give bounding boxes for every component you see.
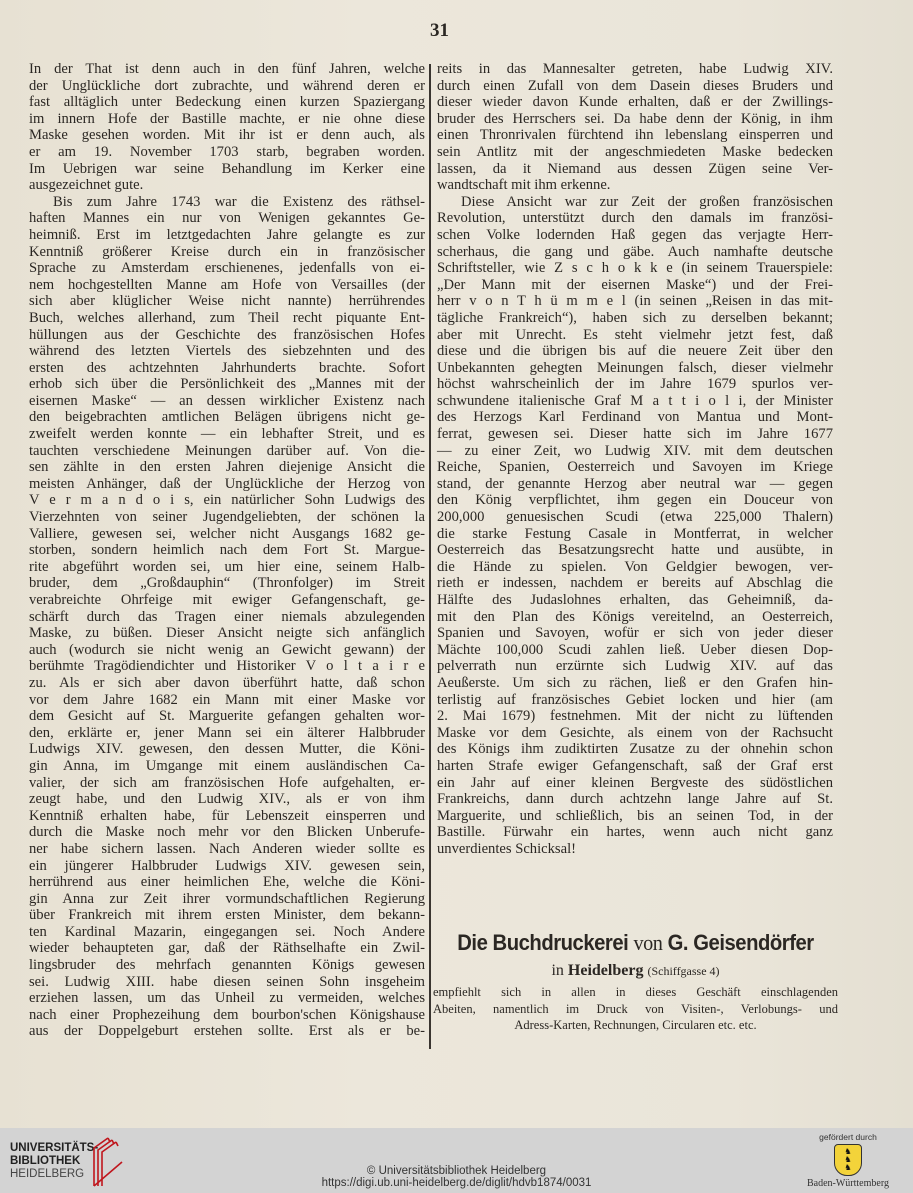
- text-line: Kenntniß erhalten habe, für Lebenszeit einsperren und: [29, 807, 425, 824]
- text-line: den König verpflichtet, ihm gegen ein Douceur von: [437, 492, 833, 509]
- text-line: nem hochgestellten Manne am Hofe von Versailles (der: [29, 276, 425, 293]
- text-line: durch einen Zufall von dem Dasein dieses Bruders und: [437, 77, 833, 94]
- text-line: schwundene italienische Graf M a t t i o l i, der Minister: [437, 392, 833, 409]
- text-line: 2. Mai 1679) festnehmen. Mit der nicht zu lüftenden: [437, 708, 833, 725]
- text-line: des Königs ihm zudiktirten Zusatze zu der ohnehin schon: [437, 741, 833, 758]
- text-line: Unbekannten gehegten Meinungen falsch, dieser vielmehr: [437, 359, 833, 376]
- text-line: über Frankreich mit ihrem ersten Minister, dem bekann-: [29, 907, 425, 924]
- text-line: Sprache zu Amsterdam erschienenes, jedenfalls von ei-: [29, 260, 425, 277]
- text-line: schen Volke lodernden Haß gegen das verjagte Herr-: [437, 226, 833, 243]
- text-line: herrührend aus einer heimlichen Ehe, welche die Köni-: [29, 874, 425, 891]
- text-line: Hälfte des Judaslohnes erhalten, das Geheimniß, da-: [437, 592, 833, 608]
- text-line: heimniß. Erst im letztgedachten Jahre gelangte es zur: [29, 226, 425, 243]
- text-line: Maske gesehen worden. Mit ihr ist er denn auch, als: [29, 127, 425, 144]
- text-line: ten Kardinal Mazarin, eingegangen sei. Noch Andere: [29, 923, 425, 940]
- text-line: ein Jahr auf einer kleinen Bergveste des südöstlichen: [437, 774, 833, 791]
- text-line: Diese Ansicht war zur Zeit der großen französischen: [461, 193, 833, 210]
- text-line: einen Thronrivalen fürchtend ihn lebenslang einsperren und: [437, 127, 833, 144]
- text-line: mit den Plan des Königs vereitelnd, an Oesterreich,: [437, 608, 833, 625]
- ad-title: [449, 930, 822, 956]
- text-line: auch (wodurch sie nicht wenig an Gewicht gewann) der: [29, 641, 425, 658]
- text-line: dem Gesicht auf St. Marguerite gefangen gehalten wor-: [29, 708, 425, 725]
- text-line: 200,000 genuesischen Scudi (etwa 225,000 Thalern): [437, 509, 833, 526]
- text-line: Bastille. Fürwahr ein hartes, wenn auch nicht ganz: [437, 824, 833, 841]
- ad-body-line: empfiehlt sich in allen in dieses Geschäft einschlagenden: [433, 985, 838, 999]
- text-line: storben, sondern heimlich nach dem Fort St. Margue-: [29, 542, 425, 559]
- text-line: bruder, dem „Großdauphin“ (Thronfolger) im Streit: [29, 575, 425, 592]
- text-line: ner habe sichern lassen. Nach Anderen wieder sollte es: [29, 840, 425, 857]
- text-line: erhob sich über die Persönlichkeit des „Mannes mit der: [29, 376, 425, 393]
- text-line: verabreichte Ohrfeige mit ewiger Gefangenschaft, ge-: [29, 592, 425, 608]
- text-line: Aeußerste. Um sich zu rächen, ließ er den Grafen hin-: [437, 674, 833, 691]
- ad-body-line: Adress-Karten, Rechnungen, Circularen etc. etc.: [514, 1018, 757, 1032]
- page-number: 31: [430, 20, 449, 41]
- text-line: Reiche, Spanien, Oesterreich und Savoyen im Kriege: [437, 459, 833, 476]
- text-line: Mächte 100,000 Scudi zahlen ließ. Ueber diesen Dop-: [437, 641, 833, 658]
- library-name-line1: UNIVERSITÄTS-: [10, 1142, 99, 1154]
- text-line: wandtschaft mit ihm erkenne.: [437, 177, 611, 194]
- copyright-notice: [0, 1165, 913, 1189]
- text-line: der Unglückliche dort zubrachte, und während deren er: [29, 77, 425, 94]
- text-line: stand, der genannte Herzog aber neutral war — gegen: [437, 475, 833, 492]
- text-line: hüllungen aus der Geschichte des französischen Hofes: [29, 326, 425, 343]
- text-line: sein Antlitz mit der angeschmiedeten Maske bedecken: [437, 143, 833, 160]
- text-line: erziehen lassen, um das Unheil zu vermeiden, welches: [29, 990, 425, 1007]
- text-line: Vierzehnten von seiner Jugendgeliebten, der schönen la: [29, 509, 425, 526]
- text-line: Revolution, unterstützt durch den damals im französi-: [437, 210, 833, 227]
- ad-title-part1: Die Buchdruckerei: [457, 930, 629, 955]
- ad-location: [433, 962, 838, 980]
- text-line: zu. Als er sich aber davon überführt hatte, daß schon: [29, 674, 425, 691]
- text-line: sei. Ludwig XIII. habe diesen seinen Sohn insgeheim: [29, 973, 425, 990]
- ad-address: (Schiffgasse 4): [647, 964, 720, 978]
- text-line: die starke Festung Casale in Montferrat, in welcher: [437, 525, 833, 542]
- text-line: berühmte Tragödiendichter und Historiker V o l t a i r e: [29, 658, 425, 675]
- text-line: Maske vor dem Gesichte, als einem von der Rachsucht: [437, 724, 833, 741]
- column-divider: [429, 64, 431, 1049]
- footer-bar: [0, 1128, 913, 1193]
- ad-title-von: von: [633, 930, 663, 955]
- text-line: Bis zum Jahre 1743 war die Existenz des räthsel-: [53, 193, 425, 210]
- ad-location-city: Heidelberg: [567, 962, 644, 979]
- text-line: die Hände zu spielen. Von Geldgier bewogen, ver-: [437, 558, 833, 575]
- ad-title-part2: G. Geisendörfer: [667, 930, 814, 955]
- text-line: Valliere, gewesen sei, welcher nicht Ausgangs 1682 ge-: [29, 525, 425, 542]
- funder-logo: [793, 1132, 903, 1189]
- library-name-line2: BIBLIOTHEK: [10, 1155, 81, 1167]
- text-line: durch die Maske noch mehr vor den Blicken Unberufe-: [29, 824, 425, 841]
- text-line: fast alltäglich unter Bedeckung einen kurzen Spaziergang: [29, 94, 425, 111]
- text-line: reits in das Mannesalter getreten, habe Ludwig XIV.: [437, 61, 833, 77]
- ad-body-line: Abeiten, namentlich im Druck von Visiten-, Verlobungs- und: [433, 1001, 838, 1016]
- text-line: Marguerite, und schließlich, bis an seinen Tod, in der: [437, 807, 833, 824]
- text-line: höchst wahrscheinlich der im Jahre 1679 spurlos ver-: [437, 376, 833, 393]
- text-line: ein jüngerer Halbbruder Ludwigs XIV. gewesen sein,: [29, 857, 425, 874]
- right-text-column: [437, 61, 833, 858]
- text-line: ersten des achtzehnten Jahrhunderts brachte. Sofort: [29, 359, 425, 376]
- text-line: zweifelt werden konnte — ein lebhafter Streit, und es: [29, 426, 425, 443]
- text-line: harten Strafe ewiger Gefangenschaft, saß der Graf erst: [437, 757, 833, 774]
- text-line: herr v o n T h ü m m e l (in seinen „Reisen in das mit-: [437, 293, 833, 310]
- ad-location-prefix: in: [551, 962, 564, 979]
- text-line: unverdientes Schicksal!: [437, 840, 577, 857]
- text-line: eisernen Maske“ — an dessen wirklicher Existenz nach: [29, 392, 425, 409]
- text-line: Kenntniß größerer Kreise durch ein in französischer: [29, 243, 425, 260]
- text-line: aus der Doppelgeburt erstehen sollte. Erst als er be-: [29, 1023, 425, 1040]
- ad-body: [433, 984, 838, 1034]
- text-line: haften Mannes ein nur von Wenigen gekanntes Ge-: [29, 210, 425, 227]
- text-line: schärft durch das Tragen einer niemals abzulegenden: [29, 608, 425, 625]
- text-line: rieth er indessen, nachdem er bereits auf Abschlag die: [437, 575, 833, 592]
- text-line: meisten Anhänger, daß der Unglückliche der Herzog von: [29, 475, 425, 492]
- text-line: aber mit Unrecht. Es steht vielmehr jetzt fest, daß: [437, 326, 833, 343]
- text-line: pelverrath nun erzürnte sich Ludwig XIV. auf das: [437, 658, 833, 675]
- text-line: wieder behaupteten gar, daß der Räthselhafte ein Zwil-: [29, 940, 425, 957]
- text-line: gin Anna zur Zeit ihrer vormundschaftlichen Regierung: [29, 890, 425, 907]
- text-line: Oesterreich das Besatzungsrecht hatte und ausübte, in: [437, 542, 833, 559]
- text-line: scherhaus, die gang und gäbe. Auch namhafte deutsche: [437, 243, 833, 260]
- left-text-column: [29, 61, 425, 1040]
- text-line: — zu einer Zeit, wo Ludwig XIV. mit dem deutschen: [437, 442, 833, 459]
- permalink-url[interactable]: https://digi.ub.uni-heidelberg.de/diglit/hdvb1874/0031: [321, 1177, 592, 1189]
- text-line: sich aber klüglicher Weise nicht nannte) herrührendes: [29, 293, 425, 310]
- text-line: „Der Mann mit der eisernen Maske“) und der Frei-: [437, 276, 833, 293]
- text-line: lingsbruder des mehrfach genannten Königs gewesen: [29, 957, 425, 974]
- text-line: Buch, welches allerhand, zum Theil recht piquante Ent-: [29, 309, 425, 326]
- text-line: Im Uebrigen war seine Behandlung im Kerker eine: [29, 160, 425, 177]
- printer-advertisement: [433, 930, 838, 1034]
- text-line: er am 19. November 1703 starb, begraben worden.: [29, 143, 425, 160]
- text-line: Spanien und Savoyen, wofür er sich von jeder dieser: [437, 625, 833, 642]
- text-line: ausgezeichnet gute.: [29, 177, 144, 194]
- text-line: tauchten verschiedene Meinungen darüber auf. Von die-: [29, 442, 425, 459]
- text-line: Frankreichs, dann durch achtzehn lange Jahre auf St.: [437, 791, 833, 808]
- copyright-text: © Universitätsbibliothek Heidelberg: [366, 1165, 547, 1177]
- text-line: sen zählte in den ersten Jahren diejenige Ansicht die: [29, 459, 425, 476]
- text-line: zeugt habe, und den Ludwig XIV., als er von ihm: [29, 791, 425, 808]
- text-line: dieser wieder davon Kunde erhalten, daß er der Zwillings-: [437, 94, 833, 111]
- text-line: tägliche Frankreich“), haben sich zu derselben bekannt;: [437, 309, 833, 326]
- text-line: lassen, da it Niemand aus dessen Zügen seine Ver-: [437, 160, 833, 177]
- text-line: des Herzogs Karl Ferdinand von Mantua und Mont-: [437, 409, 833, 426]
- text-line: diese und die übrigen bis auf die neuere Zeit über den: [437, 343, 833, 360]
- text-line: valier, der sich am französischen Hofe aufgehalten, er-: [29, 774, 425, 791]
- text-line: rite abgeführt worden sei, um hier eine, seinem Halb-: [29, 558, 425, 575]
- text-line: den, erklärte er, jener Mann sei ein älterer Halbbruder: [29, 724, 425, 741]
- text-line: In der That ist denn auch in den fünf Jahren, welche: [29, 61, 425, 77]
- text-line: während des letzten Viertels des siebzehnten und des: [29, 343, 425, 360]
- library-name-line3: HEIDELBERG: [10, 1168, 85, 1180]
- text-line: vor dem Jahre 1682 ein Mann mit einer Maske vor: [29, 691, 425, 708]
- funder-name: Baden-Württemberg: [806, 1178, 889, 1189]
- text-line: terlistig auf französisches Gebiet locken und hier (am: [437, 691, 833, 708]
- text-line: Schriftsteller, wie Z s c h o k k e (in seinem Trauerspiele:: [437, 260, 833, 277]
- text-line: bruder des Herrschers sei. Da habe denn der König, in ihm: [437, 110, 833, 127]
- coat-of-arms-icon: ♞ ♞ ♞: [834, 1144, 862, 1176]
- text-line: nach einer Prophezeihung dem bourbon'schen Königshause: [29, 1006, 425, 1023]
- text-line: gin Anna, im Umgange mit einem ausländischen Ca-: [29, 757, 425, 774]
- text-line: den beigebrachten amtlichen Belägen übrigens nicht ge-: [29, 409, 425, 426]
- text-line: ferrat, gewesen sei. Dieser hatte sich im Jahre 1677: [437, 426, 833, 443]
- text-line: im innern Hofe der Bastille machte, er nie ohne diese: [29, 110, 425, 127]
- text-line: V e r m a n d o i s, ein natürlicher Sohn Ludwigs des: [29, 492, 425, 509]
- text-line: Ludwigs XIV. gewesen, den dessen Mutter, die Köni-: [29, 741, 425, 758]
- text-line: Maske, zu büßen. Dieser Ansicht neigte sich anfänglich: [29, 625, 425, 642]
- funded-by-label: gefördert durch: [819, 1132, 877, 1142]
